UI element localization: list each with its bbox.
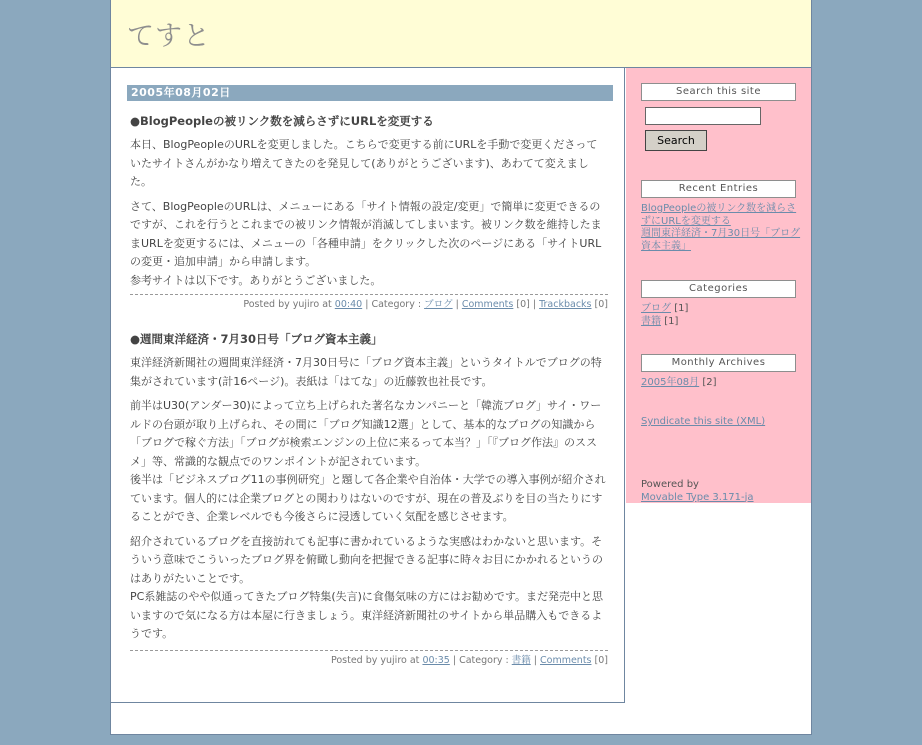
site-title[interactable]: てすと xyxy=(127,21,211,52)
entry-title: ●週間東洋経済・7月30日号「ブログ資本主義」 xyxy=(130,332,383,346)
entry-paragraph: 本日、BlogPeopleのURLを変更しました。こちらで変更する前にURLを手動で変更くださっていたサイトさんがかなり増えてきたのを発見して(ありがとうございます)、あわてて変えました。 xyxy=(130,138,598,188)
category-label: Category : xyxy=(459,654,509,666)
trackbacks-count: [0] xyxy=(594,299,608,310)
search-input[interactable] xyxy=(645,107,761,125)
comments-link[interactable]: Comments xyxy=(540,654,592,666)
entry-title: ●BlogPeopleの被リンク数を減らさずにURLを変更する xyxy=(130,114,434,128)
entry-paragraph: 東洋経済新聞社の週間東洋経済・7月30日号に「ブログ資本主義」というタイトルでブログの特集がされています(計16ページ)。表紙は「はてな」の近藤敦也社長です。 xyxy=(130,356,602,388)
powered-by xyxy=(641,479,754,504)
archive-link[interactable]: 2005年08月 xyxy=(641,377,700,388)
entry-2 xyxy=(130,330,608,668)
comments-link[interactable]: Comments xyxy=(461,299,514,310)
recent-entries-title: Recent Entries xyxy=(641,180,796,198)
powered-by-label: Powered by xyxy=(641,479,699,490)
archive-count: [2] xyxy=(702,377,717,388)
categories-list xyxy=(641,303,801,328)
monthly-archives-title: Monthly Archives xyxy=(641,354,796,372)
entry-time-link[interactable]: 00:40 xyxy=(334,299,363,310)
comments-count: [0] xyxy=(516,299,530,310)
search-title: Search this site xyxy=(641,83,796,101)
entry-category-link[interactable]: ブログ xyxy=(424,299,453,310)
category-link[interactable]: ブログ xyxy=(641,303,671,314)
page-container xyxy=(110,0,812,735)
category-label: Category : xyxy=(371,299,422,310)
category-count: [1] xyxy=(674,303,689,314)
entry-paragraph: 前半はU30(アンダー30)によって立ち上げられた著名なカンパニーと「韓流ブログ」サイ・ワールドの台頭が取り上げられ、その間に「ブログ知識12選」として、基本的なブログの知識から「ブログで稼ぐ方法」「ブログが検索エンジンの上位に来るって本当？」「『ブログ作法』のススメ」等、常識的な観点でのワンポイントが記されています。 後半は「ビジネスブログ11の事例研究」と題して各企業や自治体・大学での導入事例が紹介されています。個人的には企業ブログとの関わりはないのですが、現在の普及ぶりを目の当たりにすることができ、企業レベルでも今後さらに浸透していく気配を感じさせます。 xyxy=(130,399,606,523)
archives-list xyxy=(641,377,801,390)
movable-type-link[interactable]: Movable Type 3.171-ja xyxy=(641,491,754,503)
entry-category-link[interactable]: 書籍 xyxy=(511,654,531,666)
entry-1 xyxy=(130,112,608,312)
recent-entries-list xyxy=(641,203,801,253)
syndicate-link[interactable]: Syndicate this site (XML) xyxy=(641,416,766,427)
posted-by: Posted by yujiro at xyxy=(243,299,332,310)
trackbacks-link[interactable]: Trackbacks xyxy=(539,299,592,310)
entry-footer: Posted by yujiro at 00:40 | Category : ブログ | Comments [0] | Trackbacks [0] xyxy=(130,294,608,312)
recent-entry-link[interactable]: 週間東洋経済・7月30日号「ブログ資本主義」 xyxy=(641,228,801,252)
entry-time-link[interactable]: 00:35 xyxy=(422,654,450,666)
recent-entry-link[interactable]: BlogPeopleの被リンク数を減らさずにURLを変更する xyxy=(641,203,797,227)
entry-footer: Posted by yujiro at 00:35 | Category : 書籍 | Comments [0] xyxy=(130,650,608,668)
date-header: 2005年08月02日 xyxy=(127,85,613,101)
category-link[interactable]: 書籍 xyxy=(641,315,661,327)
entry-paragraph: 紹介されているブログを直接訪れても記事に書かれているような実感はわかないと思います。そういう意味でこういったブログ界を俯瞰し動向を把握できる記事に時々お目にかかれるというのはありがたいことです。 PC系雑誌のやや似通ってきたブログ特集(失言)に食傷気味の方にはお勧めです。まだ発売中と思いますので気になる方は本屋に行きましょう。東洋経済新聞社のサイトから単品購入もできるようです。 xyxy=(130,534,604,640)
banner xyxy=(111,0,811,68)
categories-title: Categories xyxy=(641,280,796,298)
syndicate xyxy=(641,416,801,429)
category-count: [1] xyxy=(664,315,679,327)
comments-count: [0] xyxy=(594,654,608,666)
main-content xyxy=(111,68,625,703)
search-button[interactable]: Search xyxy=(645,130,707,151)
posted-by: Posted by yujiro at xyxy=(330,654,420,666)
sidebar xyxy=(626,68,811,503)
entry-paragraph: さて、BlogPeopleのURLは、メニューにある「サイト情報の設定/変更」で簡単に変更できるのですが、これを行うとこれまでの被リンク情報が消滅してしまいます。被リンク数を維持したままURLを変更するには、メニューの「各種申請」をクリックした次のページにある「サイトURLの変更・追加申請」から申請します。 参考サイトは以下です。ありがとうございました。 xyxy=(130,199,602,287)
